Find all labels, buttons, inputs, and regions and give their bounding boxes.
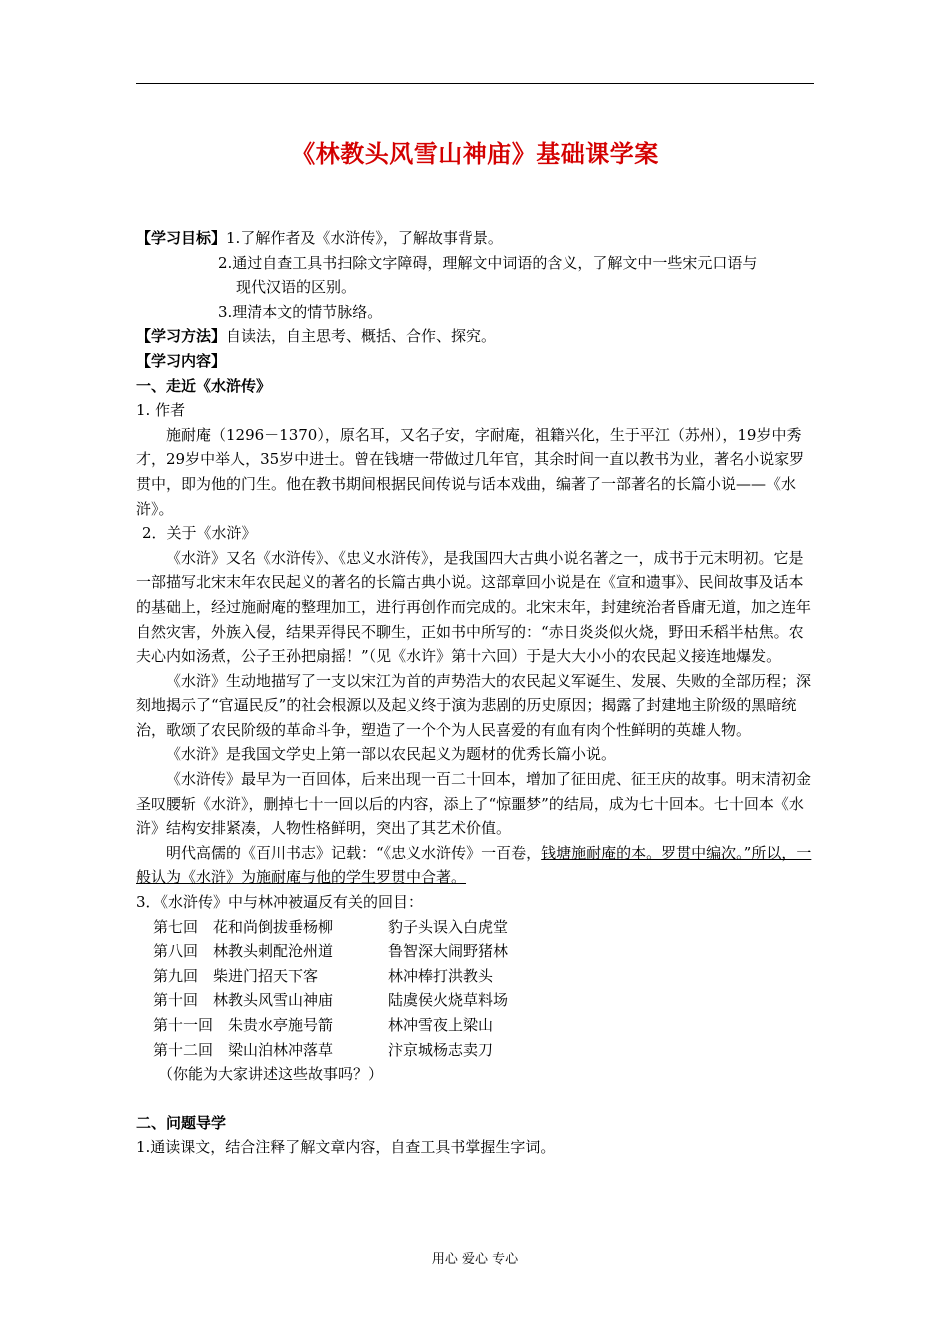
section-1-heading: 一、走近《水浒传》 <box>136 376 272 395</box>
header-rule <box>136 83 814 84</box>
author-paragraph: 施耐庵（1296－1370），原名耳，又名子安，字耐庵，祖籍兴化，生于平江（苏州），19岁中秀才，29岁中举人，35岁中进士。曾在钱塘一带做过几年官，其余时间一直以教书为业，著名小说家罗贯中，即为他的门生。他在教书期间根据民间传说与话本戏曲，编著了一部著名的长篇小说——《水浒》。 <box>136 425 805 518</box>
document-body <box>136 226 816 1160</box>
goal-3: 3.理清本文的情节脉络。 <box>218 302 383 321</box>
spacer <box>136 1087 816 1111</box>
chapter-title-a: 第十二回 梁山泊林冲落草 <box>153 1040 334 1059</box>
about-paragraph-4: 《水浒传》最早为一百回体，后来出现一百二十回本，增加了征田虎、征王庆的故事。明末清初金圣叹腰斩《水浒》，删掉七十一回以后的内容，添上了“惊噩梦”的结局，成为七十回本。七十回本《水浒》结构安排紧凑，人物性格鲜明，突出了其艺术价值。 <box>136 770 812 838</box>
content-label: 【学习内容】 <box>136 351 227 370</box>
chapter-row <box>136 964 816 989</box>
goals-line-1 <box>136 226 816 251</box>
chapter-title-a: 第十回 林教头风雪山神庙 <box>153 991 334 1010</box>
methods-label: 【学习方法】 <box>136 327 227 346</box>
chapter-title-b: 林冲雪夜上梁山 <box>388 1016 494 1034</box>
citation-underlined: 钱塘施耐庵的本。罗贯中编次。”所以，一般认为《水浒》为施耐庵与他的学生罗贯中合著。 <box>136 843 812 887</box>
about-paragraph-5 <box>136 841 816 890</box>
page-footer: 用心 爱心 专心 <box>431 1252 519 1267</box>
about-paragraph-3: 《水浒》是我国文学史上第一部以农民起义为题材的优秀长篇小说。 <box>166 745 617 764</box>
chapter-title-a: 第十一回 朱贵水亭施号箭 <box>153 1016 334 1034</box>
chapter-row <box>136 1038 816 1063</box>
goal-2: 2.通过自查工具书扫除文字障碍，理解文中词语的含义，了解文中一些宋元口语与 <box>218 253 758 272</box>
chapter-title-b: 汴京城杨志卖刀 <box>388 1040 494 1059</box>
chapter-title-b: 林冲棒打洪教头 <box>388 966 494 985</box>
section-2-heading: 二、问题导学 <box>136 1113 227 1132</box>
about-paragraph-2: 《水浒》生动地描写了一支以宋江为首的声势浩大的农民起义军诞生、发展、失败的全部历程；深刻地揭示了“官逼民反”的社会根源以及起义终于演为悲剧的历史原因；揭露了封建地主阶级的黑暗统治，歌颂了农民阶级的革命斗争，塑造了一个个为人民喜爱的有血有肉个性鲜明的英雄人物。 <box>136 671 812 739</box>
chapter-title-b: 鲁智深大闹野猪林 <box>388 942 509 961</box>
chapter-row <box>136 939 816 964</box>
citation-lead: 明代高儒的《百川书志》记载：“《忠义水浒传》一百卷， <box>166 843 542 862</box>
document-title: 《林教头风雪山神庙》基础课学案 <box>291 140 659 168</box>
question-note: （你能为大家讲述这些故事吗？） <box>158 1065 384 1084</box>
chapter-title-a: 第八回 林教头刺配沧州道 <box>153 942 334 961</box>
goal-1: 1.了解作者及《水浒传》，了解故事背景。 <box>226 229 503 247</box>
goals-label: 【学习目标】 <box>136 229 227 247</box>
chapter-title-a: 第九回 柴进门招天下客 <box>153 966 319 985</box>
chapter-row <box>136 988 816 1013</box>
goal-2-continued: 现代汉语的区别。 <box>236 278 357 297</box>
subsection-chapters: 3．《水浒传》中与林冲被逼反有关的回目： <box>136 893 424 912</box>
methods-text: 自读法，自主思考、概括、合作、探究。 <box>226 327 497 346</box>
subsection-about: 2．关于《水浒》 <box>142 524 257 543</box>
task-1: 1.通读课文，结合注释了解文章内容，自查工具书掌握生字词。 <box>136 1138 556 1157</box>
chapter-row <box>136 915 816 940</box>
about-paragraph-1: 《水浒》又名《水浒传》、《忠义水浒传》，是我国四大古典小说名著之一，成书于元末明初。它是一部描写北宋末年农民起义的著名的长篇古典小说。这部章回小说是在《宣和遗事》、民间故事及话本的基础上，经过施耐庵的整理加工，进行再创作而完成的。北宋末年，封建统治者昏庸无道，加之连年自然灾害，外族入侵，结果弄得民不聊生，正如书中所写的：“赤日炎炎似火烧，野田禾稻半枯焦。农夫心内如汤煮，公子王孙把扇摇！”（见《水许》第十六回）于是大大小小的农民起义接连地爆发。 <box>136 548 812 666</box>
subsection-author: 1. 作者 <box>136 401 186 420</box>
chapter-row <box>136 1013 816 1038</box>
chapter-title-b: 陆虞侯火烧草料场 <box>388 991 509 1010</box>
methods-line <box>136 324 816 349</box>
chapter-title-a: 第七回 花和尚倒拔垂杨柳 <box>153 917 334 936</box>
chapter-title-b: 豹子头误入白虎堂 <box>388 917 509 936</box>
